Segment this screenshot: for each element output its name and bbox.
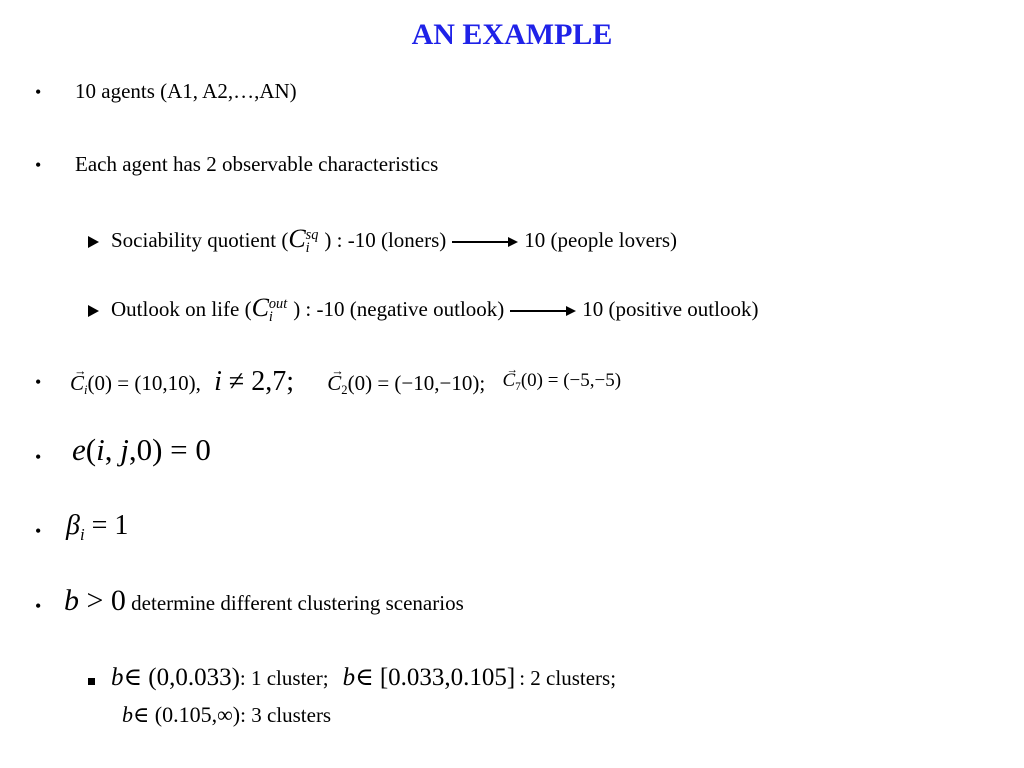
cluster-scenarios-line1: b∈ (0,0.033): 1 cluster; b∈ [0.033,0.105] : 2 clusters;	[88, 662, 616, 692]
cluster-scenarios-line2: b∈ (0.105,∞): 3 clusters	[122, 702, 332, 727]
outlook-label: Outlook on life (	[111, 297, 252, 321]
initial-conditions-equation: → $C_i(0) = (10,10)$, i ≠ 2,7; → $C_2(0) = (-10,-10)$; → $C_7(0) = (-5,-5)$	[70, 366, 621, 398]
triangle-bullet-icon	[88, 305, 99, 317]
c-symbol: C	[288, 224, 306, 253]
bullet-dot: •	[35, 155, 42, 175]
c-supsub: out i	[268, 296, 288, 326]
b-condition: b > 0 determine different clustering scenarios	[64, 584, 464, 617]
sub-bullet-outlook	[88, 293, 758, 324]
c2-vector: → C	[327, 371, 341, 396]
c-supsub: sq i	[305, 227, 319, 257]
c-symbol: C	[251, 293, 269, 322]
beta-equation: $\beta_i = 1$	[66, 510, 129, 544]
bullet-dot: •	[35, 596, 42, 616]
outlook-range: ) : -10 (negative outlook)	[293, 297, 505, 321]
sociability-label: Sociability quotient (	[111, 228, 289, 252]
sub-bullet-sociability	[88, 224, 677, 255]
bullet-agents: 10 agents (A1, A2,…,AN)	[75, 79, 297, 103]
edge-equation: e(i, j,0) = 0	[72, 432, 211, 467]
bullet-dot: •	[35, 447, 42, 467]
slide-title: AN EXAMPLE	[411, 18, 613, 51]
outlook-end: 10 (positive outlook)	[582, 297, 759, 321]
sociability-range: ) : -10 (loners)	[324, 228, 447, 252]
c7-vector: → C	[502, 370, 515, 392]
right-arrow-icon	[510, 310, 574, 312]
c-vector: → C	[70, 371, 84, 396]
sociability-end: 10 (people lovers)	[524, 228, 678, 252]
bullet-characteristics: Each agent has 2 observable characteristics	[75, 152, 439, 176]
bullet-dot: •	[35, 82, 42, 102]
bullet-dot: •	[35, 521, 42, 541]
right-arrow-icon	[452, 241, 516, 243]
square-bullet-icon	[88, 678, 95, 685]
bullet-dot: •	[35, 372, 42, 392]
triangle-bullet-icon	[88, 236, 99, 248]
